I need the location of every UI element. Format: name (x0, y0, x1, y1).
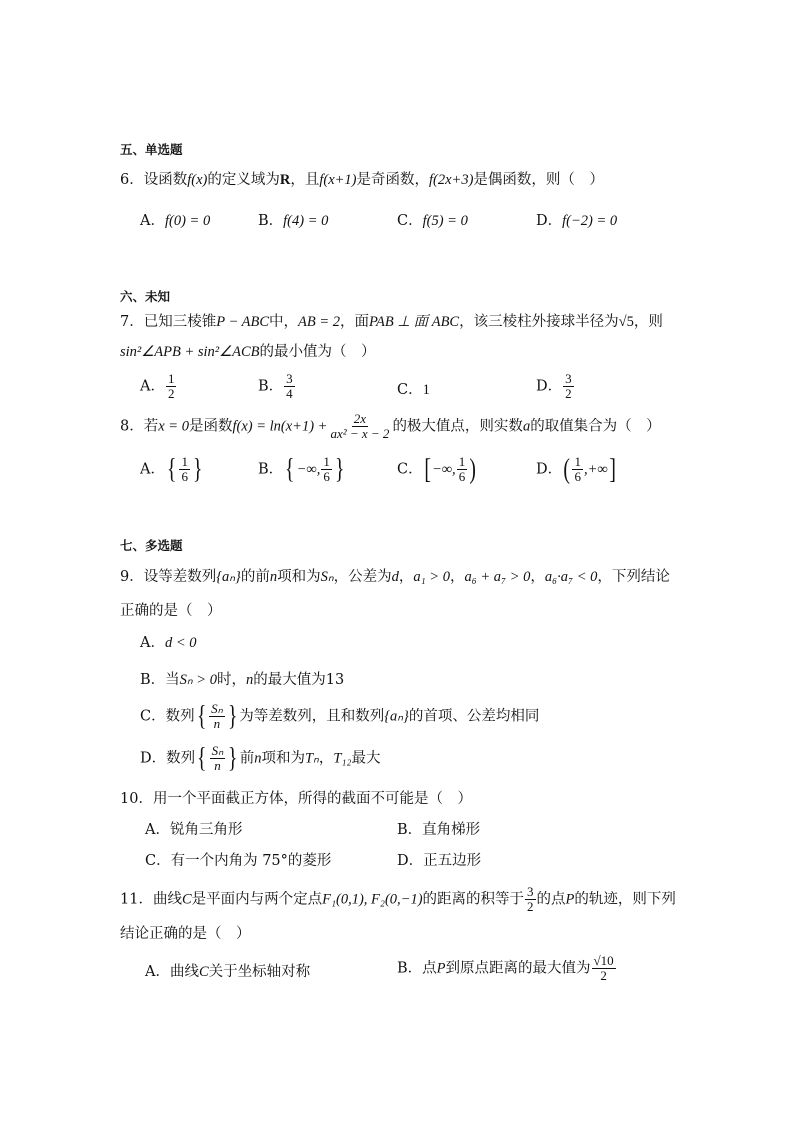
q8-text: 是函数 (188, 418, 233, 435)
option-label: B．当 (140, 672, 180, 688)
q9-option-d[interactable]: D．数列{ $\frac{\text{Sₙ}}{n}$ } 前n项和为Tₙ，T₁₂最大 (140, 742, 381, 774)
option-expr: f(5) = 0 (422, 213, 468, 229)
q7-text: ，则 (633, 314, 663, 330)
numerator: 1 (167, 371, 175, 386)
denominator: 2 (565, 386, 572, 401)
q7-text: ，该三棱柱外接球半径为 (459, 314, 619, 330)
right-bracket: ) (469, 453, 477, 485)
q6-domain: R (279, 172, 291, 188)
option-label: C． (397, 382, 423, 398)
numerator: Sₙ (211, 743, 224, 758)
q8-option-b[interactable]: B．{ −∞, $\frac{1}{6}$ } (258, 453, 345, 485)
numerator: 3 (527, 884, 534, 899)
numerator: √10 (593, 953, 614, 968)
q8-text: 的取值集合为（ ） (530, 418, 661, 435)
q11-p: P (565, 891, 575, 908)
question-9-stem-line2: 正确的是（ ） (120, 603, 222, 619)
left-brace: { (196, 700, 207, 732)
right-brace: } (228, 742, 238, 774)
q10-option-b[interactable]: B．直角梯形 (397, 822, 481, 838)
fraction: $\frac{1}{6}$ (323, 454, 330, 484)
q9-cond: a₆ + a₇ > 0 (464, 569, 531, 585)
fraction: $\frac{1}{6}$ (181, 454, 188, 484)
fraction: $\frac{1}{6}$ (574, 454, 581, 484)
left-bracket: ( (563, 453, 571, 485)
q6-f-even: f(2x+3) (429, 172, 474, 188)
fraction (563, 372, 574, 401)
q7-text: 的最小值为（ ） (259, 344, 376, 360)
q9-text: ，公差为 (333, 569, 392, 585)
option-label: C． (397, 461, 423, 478)
option-label: C．数列 (140, 708, 195, 725)
option-expr: 1 (422, 382, 430, 398)
option-text: 的最大值为13 (253, 672, 345, 688)
right-brace: } (227, 700, 238, 732)
q11-option-a[interactable] (145, 962, 310, 982)
q9-sn: Sₙ (320, 569, 334, 585)
option-label: D． (536, 461, 563, 478)
section-heading-multi-choice: 七、多选题 (120, 538, 183, 553)
q8-x0: x = 0 (158, 418, 189, 435)
q10-option-a[interactable]: A．锐角三角形 (145, 822, 243, 838)
question-7-stem-line2 (120, 342, 376, 362)
left-bracket: { (285, 453, 295, 485)
option-expr: {aₙ} (384, 708, 409, 725)
denominator: 4 (286, 386, 293, 401)
option-expr: n (245, 672, 254, 688)
q9-option-c[interactable] (140, 702, 539, 731)
q9-cond: a₁ > 0 (413, 569, 450, 585)
right-bracket: } (192, 453, 203, 485)
q9-text: 9．设等差数列 (120, 569, 217, 585)
question-10-stem: 10．用一个平面截正方体，所得的截面不可能是（ ） (120, 791, 472, 807)
q6-text: 6．设函数 (120, 172, 188, 188)
left-brace: { (197, 742, 207, 774)
option-text: 关于坐标轴对称 (208, 964, 311, 980)
question-11-stem (120, 885, 676, 914)
option-label: B． (258, 213, 284, 229)
option-text: 为等差数列，且和数列 (239, 708, 385, 725)
q9-text: 的前 (240, 569, 270, 585)
q11-text: 的轨迹，则下列 (574, 891, 676, 908)
option-text: 的首项、公差均相同 (408, 708, 540, 725)
q6-f-odd: f(x+1) (319, 172, 357, 188)
q8-fx: f(x) = ln(x+1) + (232, 418, 328, 435)
q7-text: 中， (269, 314, 298, 330)
q7-text: ，面 (340, 314, 369, 330)
q11-option-b[interactable] (397, 954, 617, 983)
question-8-stem (120, 412, 661, 441)
option-text: 到原点距离的最大值为 (445, 960, 591, 977)
q9-seq: {aₙ} (216, 569, 241, 585)
option-text: 时， (216, 672, 246, 688)
option-expr: f(0) = 0 (164, 213, 211, 229)
option-expr: T₁₂ (333, 750, 352, 767)
q11-c: C (181, 891, 192, 908)
q6-option-c[interactable] (397, 211, 468, 231)
q8-option-d[interactable]: D．( $\frac{1}{6}$ ,+∞] (536, 453, 616, 485)
option-text: 前 (239, 750, 255, 767)
denominator: n (214, 758, 221, 773)
q9-d: d (391, 569, 399, 585)
q10-option-c[interactable]: C．有一个内角为 75°的菱形 (145, 853, 332, 869)
q8-a: a (522, 418, 531, 435)
question-11-stem-line2: 结论正确的是（ ） (120, 926, 251, 942)
q7-option-b[interactable] (258, 372, 296, 401)
q7-option-d[interactable] (536, 372, 575, 401)
q9-cond: a₆·a₇ < 0 (544, 569, 598, 585)
option-expr: n (254, 750, 262, 767)
question-6-stem (120, 170, 604, 190)
question-9-stem: 9．设等差数列{aₙ}的前n项和为Sₙ，公差为d，a₁ > 0，a₆ + a₇ > 0，a₆·a₇ < 0，下列结论 (120, 569, 670, 585)
option-expr: f(−2) = 0 (562, 213, 618, 229)
q7-perp: PAB ⊥ 面 ABC (369, 314, 460, 330)
section-heading-unknown: 六、未知 (120, 289, 171, 304)
q9-option-b[interactable] (140, 670, 344, 690)
denominator: 2 (527, 899, 534, 914)
q11-text: 的点 (536, 891, 566, 908)
option-label: A． (140, 378, 165, 395)
option-expr: C (198, 964, 209, 980)
q8-option-c[interactable]: C．[−∞, $\frac{1}{6}$ ) (397, 453, 477, 485)
q8-option-a[interactable] (140, 455, 204, 484)
option-label: A． (140, 213, 165, 229)
option-label: A． (140, 635, 165, 651)
fraction (209, 702, 225, 731)
fraction (592, 954, 616, 983)
q9-option-a[interactable] (140, 633, 197, 653)
option-label: A．曲线 (145, 964, 199, 980)
fraction (166, 372, 177, 401)
option-label: B．点 (397, 960, 437, 977)
fraction: $\frac{1}{6}$ (458, 454, 466, 484)
option-label: A． (140, 461, 165, 478)
right-bracket: } (334, 453, 345, 485)
section-heading-single-choice: 五、单选题 (120, 142, 183, 157)
left-bracket: [ (424, 453, 431, 485)
q6-option-d[interactable] (536, 211, 617, 231)
denominator: 2 (167, 386, 175, 401)
option-label: B． (258, 461, 284, 478)
q6-text: 是奇函数， (356, 172, 429, 188)
q7-pabc: P − ABC (216, 314, 269, 330)
fraction (210, 744, 226, 773)
q11-points: F₁(0,1), F₂(0,−1) (322, 891, 423, 908)
option-label: D． (536, 378, 563, 395)
question-7-stem (120, 312, 663, 332)
q9-n: n (269, 569, 278, 585)
q6-text: ，且 (290, 172, 320, 188)
q6-option-a[interactable] (140, 211, 210, 231)
q7-option-c[interactable] (397, 380, 430, 400)
q11-text: 11．曲线 (120, 891, 182, 908)
option-expr: Sₙ > 0 (179, 672, 217, 688)
fraction (328, 412, 391, 441)
right-bracket: ] (609, 453, 616, 485)
q7-radius: √5 (618, 314, 634, 330)
option-text: 最大 (351, 750, 381, 767)
q7-text: 7．已知三棱锥 (120, 314, 217, 330)
q7-ab: AB = 2 (298, 314, 340, 330)
q6-option-b[interactable] (258, 211, 328, 231)
q6-text: 的定义域为 (207, 172, 280, 188)
q7-option-a[interactable] (140, 372, 177, 401)
q9-text: 项和为 (277, 569, 321, 585)
q10-option-d[interactable]: D．正五边形 (397, 853, 482, 869)
option-expr: P (436, 960, 446, 977)
option-label: D．数列 (140, 750, 196, 767)
numerator: 3 (565, 371, 572, 386)
option-label: B． (258, 378, 284, 395)
q6-text: 是偶函数，则（ ） (473, 172, 604, 188)
q8-text: 的极大值点，则实数 (392, 418, 523, 435)
fraction (284, 372, 295, 401)
option-label: D． (536, 213, 563, 229)
numerator: Sₙ (211, 701, 223, 716)
q6-fx: f(x) (187, 172, 208, 188)
denominator: n (213, 716, 221, 731)
q11-text: 的距离的积等于 (422, 891, 525, 908)
fraction (525, 885, 536, 914)
numerator: 2x (353, 411, 367, 426)
left-bracket: { (167, 453, 177, 485)
q9-text: ，下列结论 (597, 569, 670, 585)
denominator: 2 (600, 968, 607, 983)
option-text: 项和为 (261, 750, 305, 767)
q7-expr: sin²∠APB + sin²∠ACB (120, 344, 260, 360)
denominator: ax² − x − 2 (330, 426, 390, 441)
option-expr: d < 0 (164, 635, 197, 651)
option-expr: f(4) = 0 (283, 213, 329, 229)
option-label: C． (397, 213, 423, 229)
option-expr: Tₙ (304, 750, 319, 767)
q11-text: 是平面内与两个定点 (191, 891, 323, 908)
q8-text: 8．若 (120, 418, 159, 435)
numerator: 3 (286, 371, 293, 386)
